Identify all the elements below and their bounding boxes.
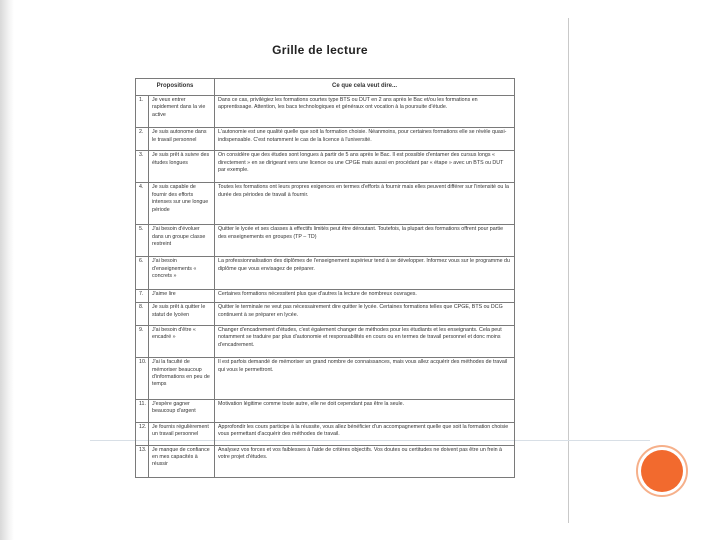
header-meaning: Ce que cela veut dire... [215,79,515,96]
row-number: 8. [136,303,149,326]
reading-grid-table [135,78,515,478]
table-row [136,151,515,183]
row-number: 12. [136,422,149,445]
meaning-cell: Changer d'encadrement d'études, c'est également changer de méthodes pour les étudiants et les enseignants. Cela peut notamment se traduire par plus d'autonomie et responsabilités en cours ou en termes de travail personnel et donc moins d'encadrement. [215,325,515,357]
meaning-cell: On considère que des études sont longues à partir de 5 ans après le Bac. Il est possible d'entamer des cursus longs « directement » en se dirigeant vers une licence ou une CPGE mais aussi en procédant par « étape » avec un BTS ou DUT par exemple. [215,151,515,183]
proposition-cell: Je suis prêt à suivre des études longues [149,151,215,183]
row-number: 4. [136,183,149,225]
meaning-cell: La professionnalisation des diplômes de l'enseignement supérieur tend à se développer. Informez vous sur le programme du diplôme que vous envisagez de préparer. [215,257,515,289]
meaning-cell: Approfondir les cours participe à la réussite, vous allez bénéficier d'un accompagnement quelle que soit la formation choisie vous permettant d'acquérir des méthodes de travail. [215,422,515,445]
row-number: 7. [136,289,149,302]
proposition-cell: Je manque de confiance en mes capacités à réussir [149,445,215,477]
slide-vertical-rule [568,18,569,523]
meaning-cell: L'autonomie est une qualité quelle que soit la formation choisie. Néanmoins, pour certaines formations elle se révèle quasi-indispensable. C'est notamment le cas de la licence à l'université. [215,128,515,151]
row-number: 1. [136,96,149,128]
proposition-cell: J'aime lire [149,289,215,302]
table-row [136,183,515,225]
row-number: 9. [136,325,149,357]
row-number: 2. [136,128,149,151]
proposition-cell: J'ai besoin d'être « encadré » [149,325,215,357]
proposition-cell: Je fournis régulièrement un travail personnel [149,422,215,445]
proposition-cell: J'ai besoin d'enseignements « concrets » [149,257,215,289]
table-row [136,400,515,423]
table-row [136,289,515,302]
table-row [136,303,515,326]
proposition-cell: Je suis capable de fournir des efforts intenses sur une longue période [149,183,215,225]
document-title: Grille de lecture [272,43,368,57]
meaning-cell: Quitter le terminale ne veut pas nécessairement dire quitter le lycée. Certaines formations telles que CPGE, BTS ou DCG continuent à se préparer en lycée. [215,303,515,326]
proposition-cell: Je suis autonome dans le travail personnel [149,128,215,151]
table-row [136,358,515,400]
slide-left-shadow [0,0,14,540]
proposition-cell: Je suis prêt à quitter le statut de lycéen [149,303,215,326]
table-row [136,422,515,445]
proposition-cell: J'espère gagner beaucoup d'argent [149,400,215,423]
header-propositions: Propositions [136,79,215,96]
table-row [136,96,515,128]
row-number: 13. [136,445,149,477]
row-number: 5. [136,225,149,257]
row-number: 3. [136,151,149,183]
meaning-cell: Analysez vos forces et vos faiblesses à l'aide de critères objectifs. Vos doutes ou certitudes ne doivent pas être un frein à votre projet d'études. [215,445,515,477]
meaning-cell: Dans ce cas, privilégiez les formations courtes type BTS ou DUT en 2 ans après le Bac et/ou les formations en apprentissage. Attention, les bacs technologiques et généraux ont vocation à la poursuite d'étude. [215,96,515,128]
row-number: 10. [136,358,149,400]
decorative-circle-fill [641,450,683,492]
row-number: 11. [136,400,149,423]
meaning-cell: Quitter le lycée et ses classes à effectifs limités peut être déroutant. Toutefois, la plupart des formations offrent pour partie des enseignements en groupes (TP – TD) [215,225,515,257]
meaning-cell: Toutes les formations ont leurs propres exigences en termes d'efforts à fournir mais elles peuvent différer sur l'intensité ou la durée des périodes de travail à fournir. [215,183,515,225]
table-row [136,225,515,257]
proposition-cell: J'ai la faculté de mémoriser beaucoup d'informations en peu de temps [149,358,215,400]
proposition-cell: Je veux entrer rapidement dans la vie active [149,96,215,128]
row-number: 6. [136,257,149,289]
meaning-cell: Certaines formations nécessitent plus que d'autres la lecture de nombreux ouvrages. [215,289,515,302]
meaning-cell: Motivation légitime comme toute autre, elle ne doit cependant pas être la seule. [215,400,515,423]
table-body [136,96,515,478]
meaning-cell: Il est parfois demandé de mémoriser un grand nombre de connaissances, mais vous allez acquérir des méthodes de travail qui vous le permettront. [215,358,515,400]
proposition-cell: J'ai besoin d'évoluer dans un groupe classe restreint [149,225,215,257]
table-row [136,257,515,289]
table-row [136,325,515,357]
table-row [136,128,515,151]
table-row [136,445,515,477]
table-header-row [136,79,515,96]
